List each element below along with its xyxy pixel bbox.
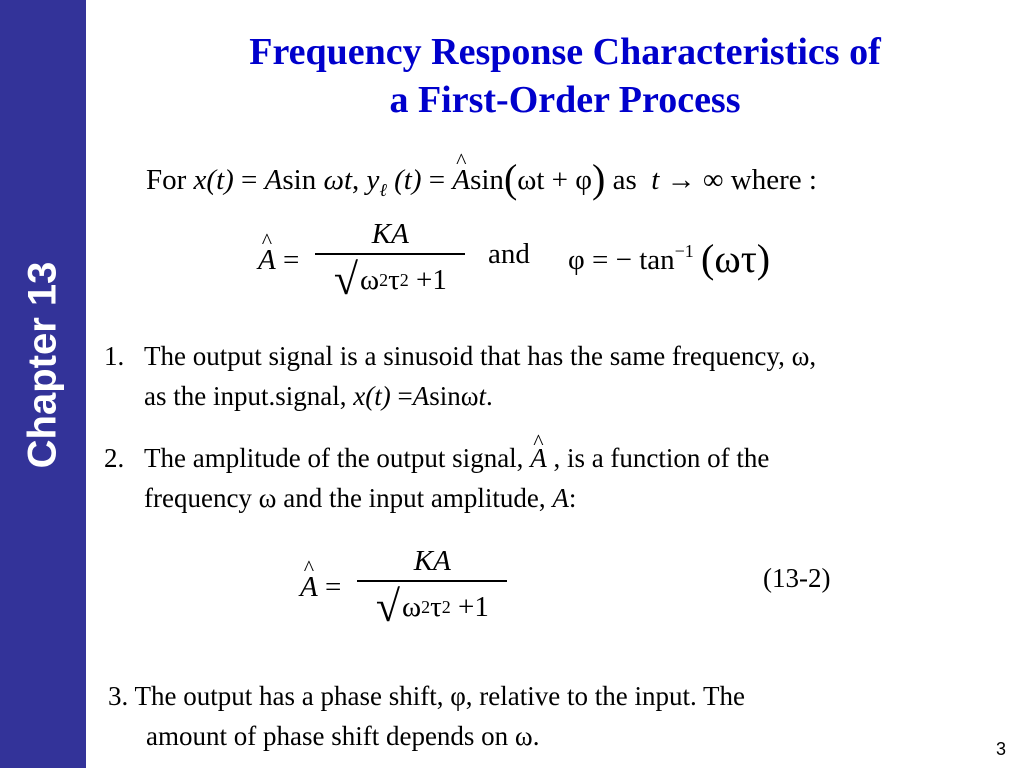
title-line-1: Frequency Response Characteristics of bbox=[249, 31, 881, 73]
a-hat: ^ A bbox=[530, 438, 547, 478]
numerator: KA bbox=[371, 218, 409, 250]
tau: τ bbox=[388, 263, 400, 296]
y-var: y bbox=[366, 164, 380, 196]
list-item-1 bbox=[104, 336, 964, 416]
omega: ω bbox=[359, 263, 380, 296]
arrow-infinity: → ∞ bbox=[666, 164, 724, 196]
ell-subscript: ℓ bbox=[379, 179, 387, 200]
text: frequency ω and the input amplitude, bbox=[144, 483, 553, 513]
list-item-2 bbox=[104, 438, 964, 518]
period: . bbox=[485, 381, 493, 411]
chapter-sidebar bbox=[0, 0, 86, 768]
equation-input-output bbox=[146, 152, 817, 201]
a-hat: ^ A bbox=[452, 164, 470, 197]
plus-one: +1 bbox=[415, 263, 447, 296]
x-expr: x(t) bbox=[193, 164, 234, 196]
denominator: √ ω 2 τ 2 +1 bbox=[375, 582, 489, 631]
and-word: and bbox=[488, 238, 530, 270]
omega-t: ωt bbox=[323, 164, 353, 196]
text: The output has a phase shift, φ, relative to the input. The bbox=[134, 681, 745, 711]
x-of-t: x(t) bbox=[353, 381, 391, 411]
sin-omega: sinω bbox=[429, 381, 479, 411]
a-var: A bbox=[412, 381, 430, 411]
phase-equation bbox=[568, 232, 770, 279]
text: , is a function of the bbox=[546, 443, 770, 473]
where-word: where : bbox=[730, 164, 817, 196]
t-var: t bbox=[651, 164, 660, 196]
equals-sign: = bbox=[241, 164, 258, 196]
page-number: 3 bbox=[995, 739, 1006, 759]
paren-open: ( bbox=[503, 156, 518, 201]
sin-fn: sin bbox=[282, 164, 317, 196]
item-line-1 bbox=[108, 681, 745, 711]
inverse-exponent: −1 bbox=[674, 241, 694, 261]
phi-lhs: φ = − tan bbox=[568, 244, 675, 276]
item-number: 3. bbox=[108, 681, 129, 711]
equals: = bbox=[390, 381, 413, 411]
text: The amplitude of the output signal, bbox=[144, 443, 531, 473]
equals-sign: = bbox=[324, 570, 342, 603]
amplitude-equation-1 bbox=[258, 218, 465, 302]
item-line-1 bbox=[144, 438, 964, 478]
colon: : bbox=[568, 483, 577, 513]
as-word: as bbox=[612, 164, 637, 196]
a-hat-lhs: ^ A bbox=[258, 244, 276, 277]
amplitude-equation-2 bbox=[300, 545, 507, 629]
item-line-2 bbox=[144, 376, 964, 416]
title-line-2: a First-Order Process bbox=[389, 79, 741, 121]
omega: ω bbox=[401, 590, 422, 623]
for-word: For bbox=[146, 164, 187, 196]
comma: , bbox=[352, 164, 360, 196]
a-var: A bbox=[264, 164, 283, 196]
denominator: √ ω 2 τ 2 +1 bbox=[333, 255, 447, 304]
paren-close: ) bbox=[592, 156, 606, 201]
item-number: 2. bbox=[104, 443, 125, 473]
tau: τ bbox=[430, 590, 442, 623]
text: as the input.signal, bbox=[144, 381, 354, 411]
item-line-2: amount of phase shift depends on ω. bbox=[146, 721, 540, 751]
a-var: A bbox=[552, 483, 569, 513]
sin-argument: ωt + φ bbox=[517, 164, 593, 196]
equation-number: (13-2) bbox=[763, 563, 831, 593]
slide-title bbox=[110, 28, 1020, 124]
t-paren: (t) bbox=[394, 164, 422, 196]
numerator: KA bbox=[413, 545, 451, 577]
plus-one: +1 bbox=[457, 590, 489, 623]
item-line-1: The output signal is a sinusoid that has the same frequency, ω, bbox=[144, 341, 817, 371]
t-var: t bbox=[478, 381, 486, 411]
equals-sign: = bbox=[282, 243, 300, 276]
item-line-2 bbox=[144, 478, 964, 518]
equals-sign-2: = bbox=[428, 164, 446, 196]
a-hat-lhs: ^ A bbox=[300, 571, 318, 604]
sqrt-symbol: √ bbox=[375, 582, 400, 631]
list-item-3 bbox=[108, 676, 968, 756]
item-number: 1. bbox=[104, 341, 125, 371]
sin-fn-2: sin bbox=[470, 164, 504, 196]
phase-argument: (ωτ) bbox=[701, 236, 771, 281]
sqrt-symbol: √ bbox=[333, 255, 358, 304]
chapter-label: Chapter 13 bbox=[20, 261, 65, 469]
